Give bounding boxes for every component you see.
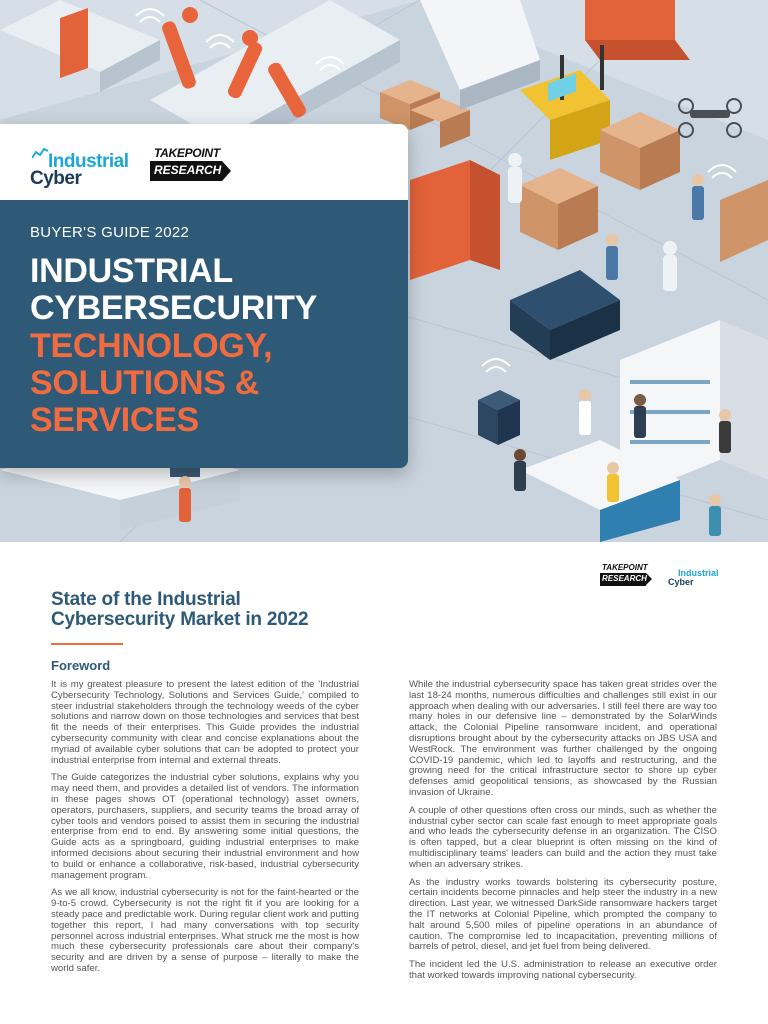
paragraph: As we all know, industrial cybersecurity is not for the faint-hearted or the 9-to-5 crowd. Cybersecurity is not the right fit if you are looking for a steady pace and predictable work. During regular client work and putting together this report, I had many conversations with top security personnel across industrial enterprises. What struck me the most is how much these cybersecurity professionals care about their company's security and are driven by a sense of purpose – literally to make the world safer. xyxy=(51,887,359,974)
takepoint-research-logo-small xyxy=(600,563,656,589)
title-line-2: CYBERSECURITY xyxy=(30,289,318,327)
paragraph: While the industrial cybersecurity space has taken great strides over the last 18-24 months, numerous difficulties and challenges still exist in our approach when dealing with our adversaries. I still feel there are way too many holes in our defensive line – demonstrated by the SolarWinds attack, the Colonial Pipeline ransomware incident, and operational disruptions brought about by the cybersecurity attacks on JBS USA and WestRock. The environment was further challenged by the ongoing COVID-19 pandemic, which led to layoffs and restructuring, and the growing need for the critical infrastructure sector to shore up cyber defenses amid geopolitical tensions, as showcased by the Russian invasion of Ukraine. xyxy=(409,679,717,798)
industrial-cyber-logo-small xyxy=(668,563,720,589)
paragraph: A couple of other questions often cross our minds, such as whether the industrial cyber sector can scale fast enough to meet appropriate goals and who leads the cybersecurity defense in an organization. The CISO is often tapped, but a clear blueprint is often missing on the kind of multidisciplinary teams' leaders can build and the action they must take when an adversary strikes. xyxy=(409,804,717,870)
body-column-right xyxy=(409,680,717,989)
section-title-line-1: State of the Industrial xyxy=(51,589,241,610)
logo-industrial-text: Industrial xyxy=(48,151,129,172)
logo-takepoint-text: TAKEPOINT xyxy=(154,146,220,160)
paragraph: The Guide categorizes the industrial cyber solutions, explains why you may need them, and provides a detailed list of vendors. The information in these pages shows OT (operational technology) asset owners, operators, purchasers, suppliers, and security teams the broad array of cyber tools and vendors poised to assist them in securing the industrial enterprise from end to end. By answering some initial questions, the Guide acts as a springboard, guiding industrial enterprises to make informed decisions about securing their industrial environment and how to build or enhance a collaborative, risk-based, industrial cybersecurity management program. xyxy=(51,772,359,881)
title-panel xyxy=(0,200,408,468)
body-column-left xyxy=(51,680,359,982)
arrow-icon xyxy=(222,161,231,181)
title-line-1: INDUSTRIAL xyxy=(30,252,233,290)
title-line-3: TECHNOLOGY, xyxy=(30,327,273,365)
takepoint-research-logo xyxy=(150,146,230,186)
logo-research-text: RESEARCH xyxy=(602,574,647,583)
cover-title-card xyxy=(0,124,408,468)
title-line-5: SERVICES xyxy=(30,401,199,439)
section-title xyxy=(51,590,391,630)
buyers-guide-label: BUYER'S GUIDE 2022 xyxy=(30,224,190,241)
logo-takepoint-text: TAKEPOINT xyxy=(602,563,648,572)
section-title-line-2: Cybersecurity Market in 2022 xyxy=(51,609,309,630)
logo-cyber-text: Cyber xyxy=(30,168,82,189)
logo-industrial-text: Industrial xyxy=(678,568,719,578)
paragraph: As the industry works towards bolstering its cybersecurity posture, certain incidents become pinnacles and help steer the industry in a new direction. Last year, we witnessed DarkSide ransomware hackers target the IT networks at Colonial Pipeline, which prompted the company to halt around 5,500 miles of pipeline operations in an abundance of caution. The compromise led to incapacitation, preventing millions of barrels of petrol, diesel, and jet fuel from being delivered. xyxy=(409,876,717,953)
title-line-4: SOLUTIONS & xyxy=(30,364,260,402)
industrial-cyber-logo xyxy=(30,142,130,188)
logo-cyber-text: Cyber xyxy=(668,577,694,587)
paragraph: It is my greatest pleasure to present the latest edition of the 'Industrial Cybersecurity Technology, Solutions and Services Guide,' compiled to steer industrial stakeholders through the technology weeds of the cyber solutions and narrow down on those technologies and services that best fit the needs of their enterprises. This Guide provides the industrial cybersecurity community with clear and concise explanations about the myriad of available cyber solutions that can be adopted to protect your industrial enterprise from internal and external threats. xyxy=(51,679,359,766)
paragraph: The incident led the U.S. administration to release an executive order that worked towards improving national cybersecurity. xyxy=(409,959,717,981)
logo-bar xyxy=(0,124,408,200)
accent-divider xyxy=(51,643,123,645)
logo-research-text: RESEARCH xyxy=(154,163,222,177)
foreword-heading: Foreword xyxy=(51,658,111,673)
